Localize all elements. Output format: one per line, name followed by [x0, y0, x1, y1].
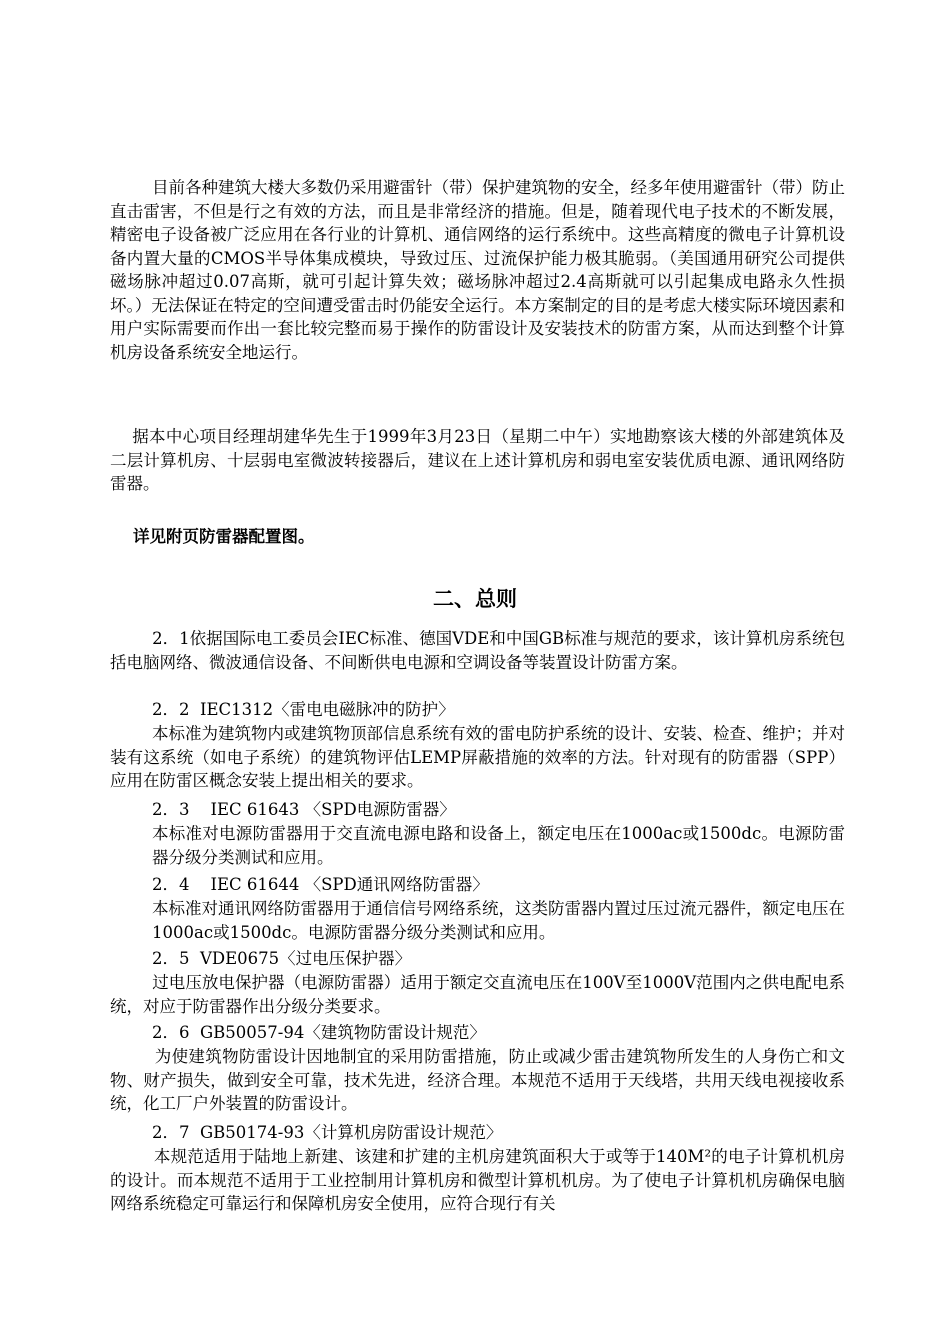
intro-paragraph-2: 据本中心项目经理胡建华先生于1999年3月23日（星期二中午）实地勘察该大楼的外部建筑体及二层计算机房、十层弱电室微波转接器后，建议在上述计算机房和弱电室安装优质电源、通讯网络防雷器。: [110, 427, 845, 493]
clause-2-4-body: 本标准对通讯网络防雷器用于通信信号网络系统，这类防雷器内置过压过流元器件，额定电压在1000ac或1500dc。电源防雷器分级分类测试和应用。: [152, 899, 845, 942]
intro-note: 详见附页防雷器配置图。: [110, 527, 315, 546]
clause-2-3-title: 2．3 IEC 61643 〈SPD电源防雷器〉: [110, 800, 456, 819]
clause-2-1: 2．1依据国际电工委员会IEC标准、德国VDE和中国GB标准与规范的要求，该计算机房系统包括电脑网络、微波通信设备、不间断供电电源和空调设备等装置设计防雷方案。: [110, 629, 845, 672]
clause-2-6-body: 为使建筑物防雷设计因地制宜的采用防雷措施，防止或减少雷击建筑物所发生的人身伤亡和文物、财产损失，做到安全可靠，技术先进，经济合理。本规范不适用于天线塔，共用天线电视接收系统，化工厂户外装置的防雷设计。: [110, 1047, 845, 1113]
clause-2-2-body: 本标准为建筑物内或建筑物顶部信息系统有效的雷电防护系统的设计、安装、检查、维护；并对装有这系统（如电子系统）的建筑物评估LEMP屏蔽措施的效率的方法。针对现有的防雷器（SPP）应用在防雷区概念安装上提出相关的要求。: [110, 724, 845, 790]
clause-2-5-title: 2．5 VDE0675〈过电压保护器〉: [110, 949, 412, 968]
clause-2-2-title: 2．2 IEC1312〈雷电电磁脉冲的防护〉: [110, 700, 455, 719]
clause-2-7-title: 2．7 GB50174-93〈计算机房防雷设计规范〉: [110, 1123, 503, 1142]
clause-2-7-body: 本规范适用于陆地上新建、该建和扩建的主机房建筑面积大于或等于140M²的电子计算机机房的设计。而本规范不适用于工业控制用计算机房和微型计算机机房。为了使电子计算机机房确保电脑网络系统稳定可靠运行和保障机房安全使用，应符合现行有关: [110, 1147, 845, 1213]
clause-2-3-body: 本标准对电源防雷器用于交直流电源电路和设备上，额定电压在1000ac或1500dc。电源防雷器分级分类测试和应用。: [152, 824, 845, 867]
section-heading: 二、总则: [433, 587, 517, 611]
intro-paragraph-1: 目前各种建筑大楼大多数仍采用避雷针（带）保护建筑物的安全，经多年使用避雷针（带）防止直击雷害，不但是行之有效的方法，而且是非常经济的措施。但是，随着现代电子技术的不断发展，精密电子设备被广泛应用在各行业的计算机、通信网络的运行系统中。这些高精度的微电子计算机设备内置大量的CMOS半导体集成模块，导致过压、过流保护能力极其脆弱。（美国通用研究公司提供磁场脉冲超过0.07高斯，就可引起计算失效；磁场脉冲超过2.4高斯就可以引起集成电路永久性损坏。）无法保证在特定的空间遭受雷击时仍能安全运行。本方案制定的目的是考虑大楼实际环境因素和用户实际需要而作出一套比较完整而易于操作的防雷设计及安装技术的防雷方案，从而达到整个计算机房设备系统安全地运行。: [110, 178, 845, 362]
clause-2-5-body: 过电压放电保护器（电源防雷器）适用于额定交直流电压在100V至1000V范围内之供电配电系统，对应于防雷器作出分级分类要求。: [110, 973, 845, 1016]
clause-2-4-title: 2．4 IEC 61644 〈SPD通讯网络防雷器〉: [110, 875, 489, 894]
clause-2-6-title: 2．6 GB50057-94〈建筑物防雷设计规范〉: [110, 1023, 486, 1042]
